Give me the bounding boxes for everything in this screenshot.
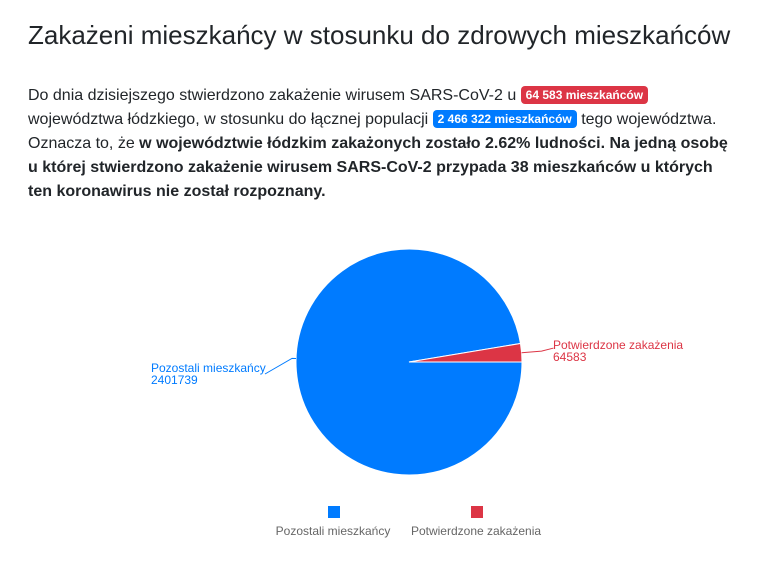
legend-label-infected[interactable]: Potwierdzone zakażenia [410, 524, 542, 538]
legend-swatch-infected[interactable] [471, 506, 483, 518]
page-title: Zakażeni mieszkańcy w stosunku do zdrowych mieszkańców [28, 20, 731, 50]
summary-text-3: tego województwa. Oznacza to, że [28, 111, 717, 152]
callout-line-healthy [265, 358, 296, 374]
callout-label-healthy: Pozostali mieszkańcy [151, 361, 266, 375]
legend-swatch-healthy[interactable] [328, 506, 340, 518]
summary-conclusion: w województwie łódzkim zakażonych zostało 2.62% ludności. Na jedną osobę u której stwierdzono zakażenie wirusem SARS-CoV-2 przypada 38 mieszkańców u których ten koronawirus nie został rozpoznany. [28, 135, 728, 200]
callout-line-infected [522, 348, 554, 353]
callout-label-infected: Potwierdzone zakażenia [553, 338, 684, 352]
summary-text-1: Do dnia dzisiejszego stwierdzono zakażenie wirusem SARS-CoV-2 u [28, 87, 521, 104]
callout-value-infected: 64583 [553, 350, 587, 364]
callout-value-healthy: 2401739 [151, 373, 198, 387]
legend-label-healthy[interactable]: Pozostali mieszkańcy [275, 524, 391, 538]
population-badge: 2 466 322 mieszkańców [433, 110, 577, 128]
infected-count-badge: 64 583 mieszkańców [521, 86, 648, 104]
summary-text-2: województwa łódzkiego, w stosunku do łącznej populacji [28, 111, 433, 128]
